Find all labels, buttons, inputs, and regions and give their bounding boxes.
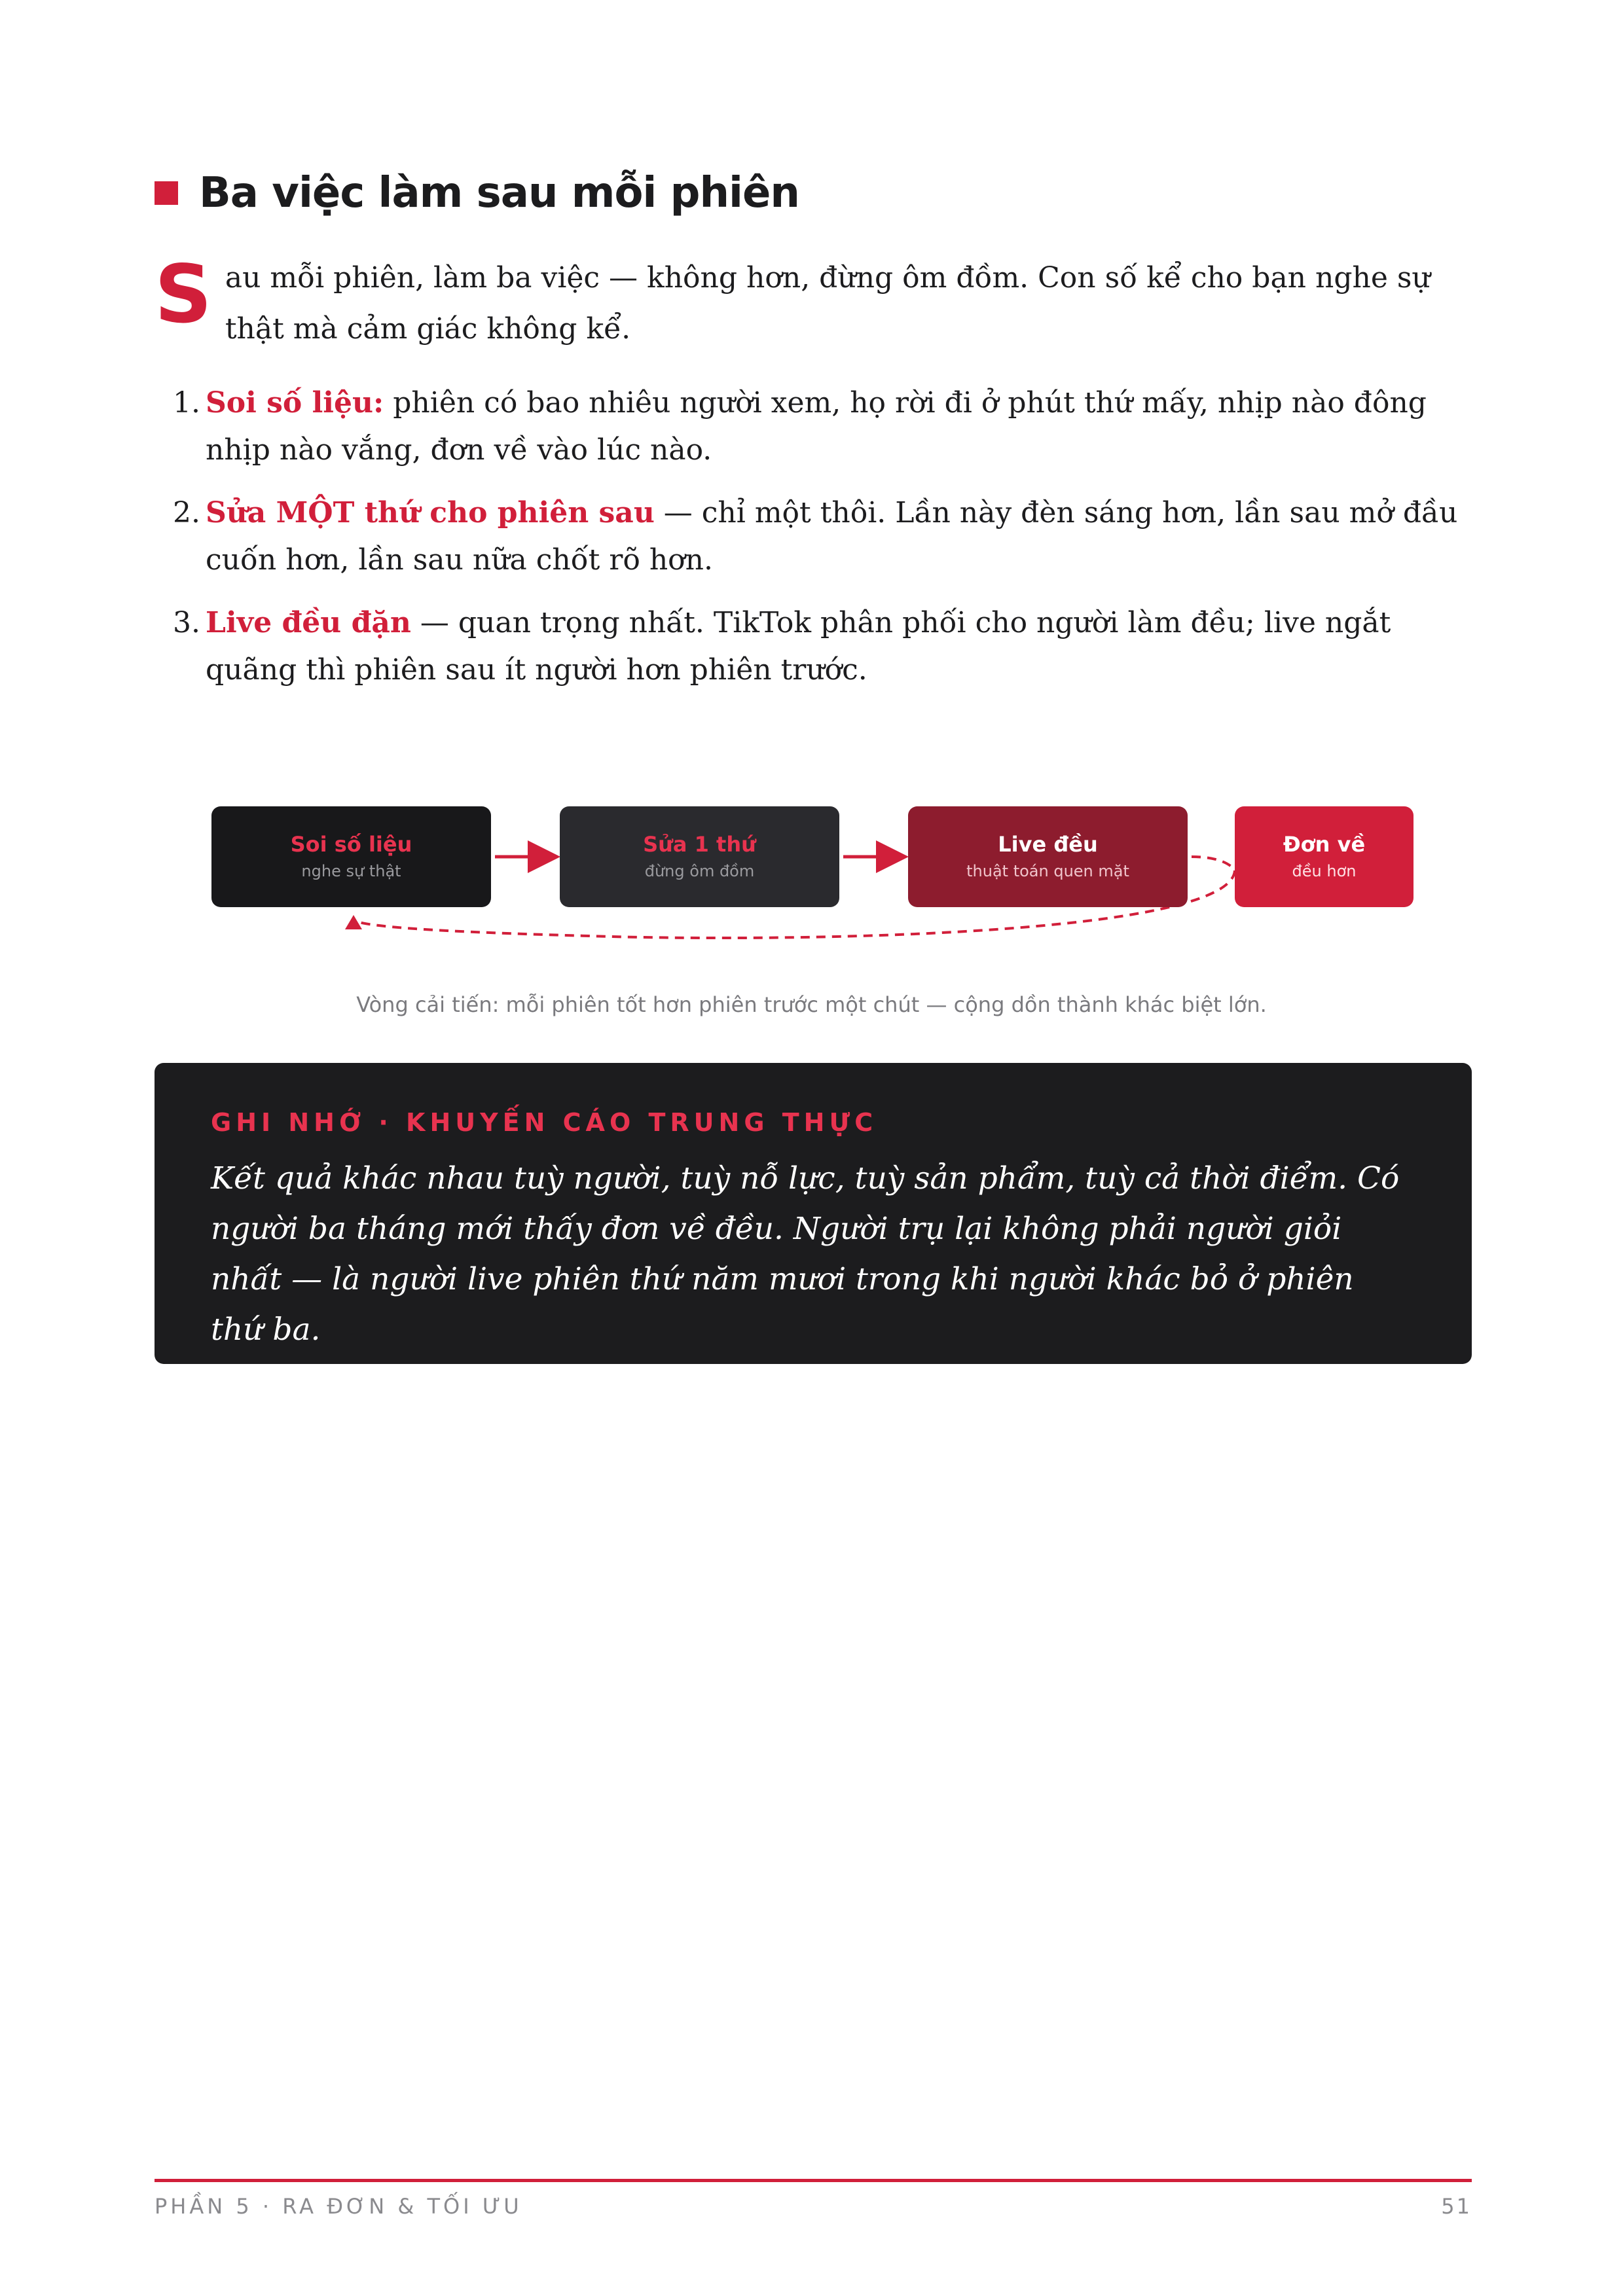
step-number: 3. bbox=[173, 606, 200, 639]
step-text: phiên có bao nhiêu người xem, họ rời đi ở phút thứ mấy, nhịp nào đông nhịp nào vắng, đơn về vào lúc nào. bbox=[206, 386, 1427, 467]
node-subtitle: đừng ôm đồm bbox=[644, 862, 755, 880]
figure-caption: Vòng cải tiến: mỗi phiên tốt hơn phiên trước một chút — cộng dồn thành khác biệt lớn. bbox=[356, 992, 1267, 1017]
note-label: GHI NHỚ · KHUYẾN CÁO TRUNG THỰC bbox=[211, 1108, 878, 1137]
step-body bbox=[206, 380, 1472, 474]
step-number: 1. bbox=[173, 386, 200, 420]
list-item bbox=[155, 600, 1472, 694]
node-subtitle: thuật toán quen mặt bbox=[966, 862, 1129, 880]
node-subtitle: đều hơn bbox=[1292, 862, 1357, 880]
node-title: Đơn về bbox=[1283, 832, 1366, 857]
list-item bbox=[155, 490, 1472, 584]
note-text: Kết quả khác nhau tuỳ người, tuỳ nỗ lực, tuỳ sản phẩm, tuỳ cả thời điểm. Có người ba tháng mới thấy đơn về đều. Người trụ lại không phải người giỏi nhất — là người live phiên thứ năm mươi trong khi người khác bỏ ở phiên thứ ba. bbox=[211, 1160, 1400, 1348]
flow-node-don-ve bbox=[1235, 806, 1413, 907]
flow-node-sua-1-thu bbox=[560, 806, 839, 907]
intro-text: au mỗi phiên, làm ba việc — không hơn, đừng ôm đồm. Con số kể cho bạn nghe sự thật mà cảm giác không kể. bbox=[225, 261, 1431, 346]
steps-list bbox=[155, 380, 1472, 709]
flow-node-live-deu bbox=[908, 806, 1188, 907]
heading-square-icon bbox=[155, 181, 178, 205]
node-title: Live đều bbox=[998, 832, 1098, 857]
section-title: Ba việc làm sau mỗi phiên bbox=[199, 169, 799, 217]
step-term: Sửa MỘT thứ cho phiên sau bbox=[206, 496, 655, 529]
node-title: Soi số liệu bbox=[290, 832, 412, 857]
node-title: Sửa 1 thứ bbox=[643, 832, 756, 857]
step-term: Live đều đặn bbox=[206, 606, 411, 639]
step-body bbox=[206, 600, 1472, 694]
intro-paragraph bbox=[155, 248, 1472, 355]
section-heading bbox=[155, 169, 799, 217]
page-number: 51 bbox=[1441, 2194, 1472, 2219]
step-number: 2. bbox=[173, 496, 200, 529]
step-text: — chỉ một thôi. Lần này đèn sáng hơn, lần sau mở đầu cuốn hơn, lần sau nữa chốt rõ hơn. bbox=[206, 496, 1458, 577]
flow-loop-connector bbox=[1192, 857, 1235, 870]
note-box bbox=[155, 1063, 1472, 1364]
dropcap: S bbox=[155, 248, 212, 341]
footer-rule bbox=[155, 2179, 1472, 2182]
return-arrowhead-icon bbox=[345, 915, 362, 929]
list-item bbox=[155, 380, 1472, 474]
flow-node-soi-so-lieu bbox=[211, 806, 491, 907]
step-text: — quan trọng nhất. TikTok phân phối cho người làm đều; live ngắt quãng thì phiên sau ít người hơn phiên trước. bbox=[206, 606, 1391, 687]
step-body bbox=[206, 490, 1472, 584]
step-term: Soi số liệu: bbox=[206, 386, 384, 420]
node-subtitle: nghe sự thật bbox=[301, 862, 401, 880]
footer-section-title: PHẦN 5 · RA ĐƠN & TỐI ƯU bbox=[155, 2194, 522, 2219]
